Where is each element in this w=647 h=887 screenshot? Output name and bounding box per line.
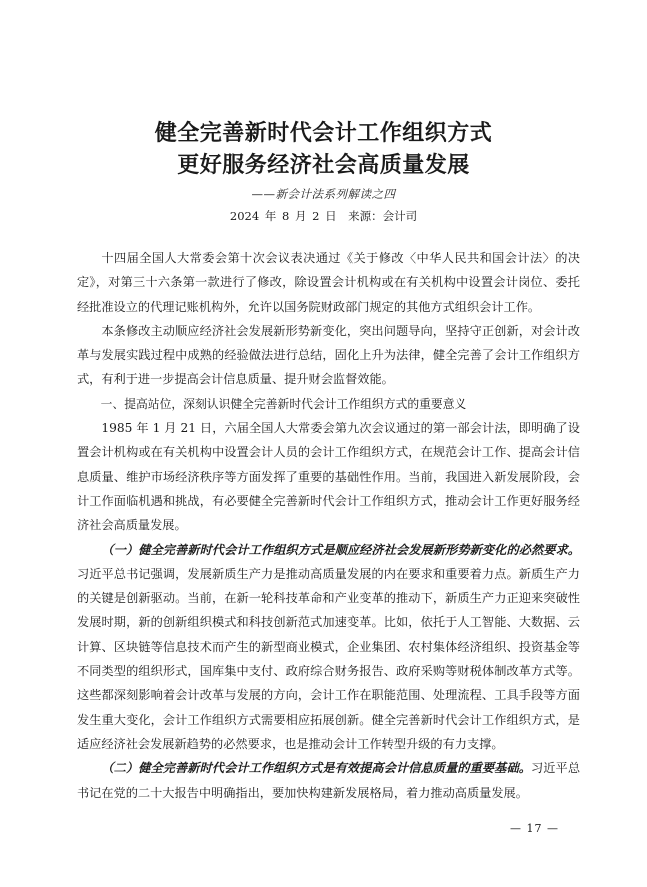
paragraph-1: 十四届全国人大常委会第十次会议表决通过《关于修改〈中华人民共和国会计法〉的决定》，对第三十六条第一款进行了修改，除设置会计机构或在有关机构中设置会计岗位、委托经批准设立的代理记账机构外，允许以国务院财政部门规定的其他方式组织会计工作。 bbox=[77, 251, 580, 314]
paragraph-5 bbox=[77, 756, 580, 805]
page-number: — 17 — bbox=[510, 822, 559, 835]
paragraph-2: 本条修改主动顺应经济社会发展新形势新变化，突出问题导向，坚持守正创新，对会计改革与发展实践过程中成熟的经验做法进行总结，固化上升为法律，健全完善了会计工作组织方式，有利于进一步提高会计信息质量、提升财会监督效能。 bbox=[77, 323, 580, 387]
article-body bbox=[77, 246, 580, 805]
paragraph-5-text: 习近平总书记在党的二十大报告中明确指出，要加快构建新发展格局，着力推动高质量发展。 bbox=[77, 761, 581, 800]
section-heading-1: 一、提高站位，深刻认识健全完善新时代会计工作组织方式的重要意义 bbox=[100, 396, 467, 411]
paragraph-3: 1985 年 1 月 21 日，六届全国人大常委会第九次会议通过的第一部会计法，即明确了设置会计机构或在有关机构中设置会计人员的会计工作组织方式，在规范会计工作、提高会计信息质量、维护市场经济秩序等方面发挥了重要的基础性作用。当前，我国进入新发展阶段，会计工作面临机遇和挑战，有必要健全完善新时代会计工作组织方式，推动会计工作更好服务经济社会高质量发展。 bbox=[77, 421, 580, 533]
title-line-1: 健全完善新时代会计工作组织方式 bbox=[154, 120, 493, 146]
paragraph-5-lead: （二）健全完善新时代会计工作组织方式是有效提高会计信息质量的重要基础。 bbox=[101, 761, 531, 776]
paragraph-4-text: 习近平总书记强调，发展新质生产力是推动高质量发展的内在要求和重要着力点。新质生产力的关键是创新驱动。当前，在新一轮科技革命和产业变革的推动下，新质生产力正迎来突破性发展时期，新的创新组织模式和科技创新范式加速变革。比如，依托于人工智能、大数据、云计算、区块链等信息技术而产生的新型商业模式，企业集团、农村集体经济组织、投资基金等不同类型的组织形式，国库集中支付、政府综合财务报告、政府采购等财税体制改革方式等。这些都深刻影响着会计改革与发展的方向，会计工作在职能范围、处理流程、工具手段等方面发生重大变化，会计工作组织方式需要相应拓展创新。健全完善新时代会计工作组织方式，是适应经济社会发展新趋势的必然要求，也是推动会计工作转型升级的有力支撑。 bbox=[77, 566, 580, 751]
paragraph-4-lead: （一）健全完善新时代会计工作组织方式是顺应经济社会发展新形势新变化的必然要求。 bbox=[101, 542, 580, 557]
series-subtitle: ——新会计法系列解读之四 bbox=[251, 187, 396, 201]
title-line-2: 更好服务经济社会高质量发展 bbox=[177, 152, 470, 178]
paragraph-4 bbox=[77, 538, 580, 757]
date-source-line: 2024 年 8 月 2 日 来源：会计司 bbox=[229, 209, 418, 223]
